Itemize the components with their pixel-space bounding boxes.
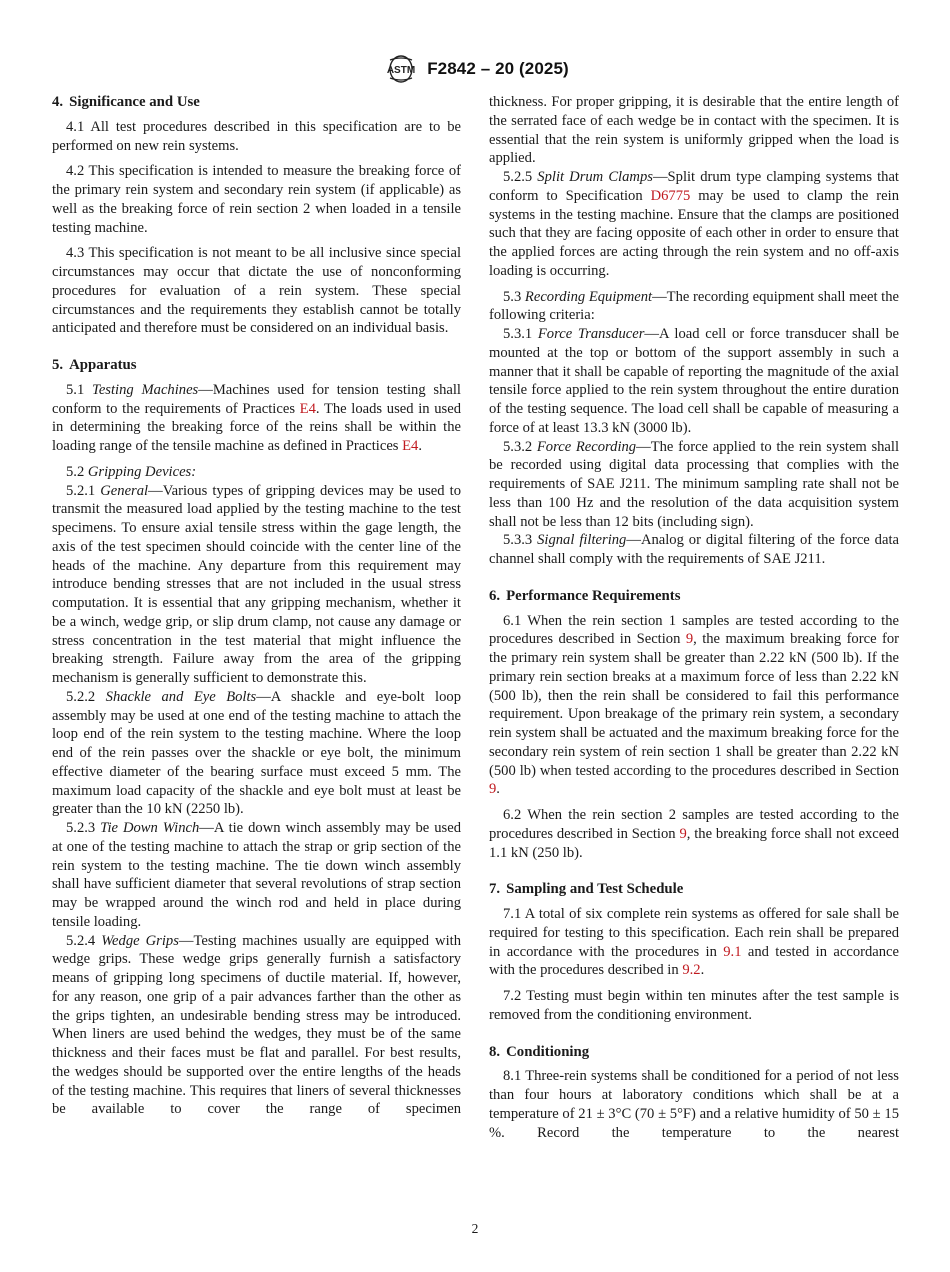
para-text: 6.1 When the rein section 1 samples are tested according to the procedures described in Section	[489, 612, 899, 648]
section-heading-6	[489, 587, 899, 606]
para-text: —Testing machines usually are equipped with wedge grips. These wedge grips generally furnish a satisfactory means of gripping long specimens of ductile material. If, however, for any reason, one grip of a pair advances farther than the other as the grips tighten, an undesirable bending stress may be introduced. When liners are used behind the wedges, they must be of the same thickness and their faces must be flat and parallel. For best results, the wedges should be supported over the entire lengths of the heads of the testing machine. This requires that liners of several thicknesses be available to cover the range of specimen	[52, 932, 461, 1118]
section-title: Significance and Use	[69, 94, 200, 110]
section-number: 4.	[52, 94, 64, 110]
para-term: Tie Down Winch	[100, 820, 200, 836]
para-text: .	[418, 438, 422, 454]
para-number: 5.3.2	[503, 438, 537, 455]
document-header	[0, 52, 950, 86]
paragraph-6-2	[489, 806, 899, 862]
astm-logo-icon	[381, 54, 421, 84]
para-text: —The recording equipment shall meet the following criteria:	[489, 288, 899, 324]
para-text: .	[700, 962, 705, 979]
para-number: 5.2.3	[66, 820, 101, 836]
section-title: Sampling and Test Schedule	[506, 881, 684, 898]
section-number: 7.	[489, 881, 501, 898]
para-term: Shackle and Eye Bolts	[105, 688, 257, 705]
paragraph-5-2-5	[489, 168, 899, 281]
paragraph-5-3-1	[489, 325, 899, 438]
paragraph-5-2-4	[52, 932, 461, 1120]
reference-link-section-9[interactable]: 9	[685, 631, 694, 648]
para-number: 5.3	[503, 288, 525, 305]
paragraph-6-1	[489, 612, 899, 800]
paragraph-5-3-3	[489, 531, 899, 569]
para-text: , the maximum breaking force for the primary rein system shall be greater than 2.22 kN (500 lb). If the primary rein section breaks at a maximum force of less than 2.22 kN (500 lb), then the rein shall be considered to fail this performance requirement. Upon breakage of the primary rein system, a secondary rein system shall be actuated and the maximum breaking force for the secondary rein system of rein section 1 shall be greater than 2.22 kN (500 lb) when tested according to the procedures described in Section	[489, 631, 899, 779]
section-heading-4	[52, 93, 461, 112]
reference-link-d6775[interactable]: D6775	[650, 187, 691, 204]
section-heading-8	[489, 1043, 899, 1062]
section-title: Apparatus	[69, 357, 137, 373]
reference-link-e4[interactable]: E4	[299, 400, 316, 417]
para-text: and tested in accordance with the procedures described in	[489, 943, 899, 979]
para-term: Force Recording	[536, 438, 637, 455]
right-column	[489, 93, 899, 1142]
para-number: 5.1	[66, 381, 93, 398]
paragraph-5-3	[489, 288, 899, 326]
para-number: 5.2.5	[503, 169, 538, 185]
para-number: 5.3.3	[503, 532, 538, 549]
reference-link-9-2[interactable]: 9.2	[682, 962, 701, 979]
document-designation: F2842 – 20 (2025)	[427, 59, 569, 78]
para-number: 5.3.1	[503, 326, 538, 342]
paragraph-5-2-4-continued: thickness. For proper gripping, it is desirable that the entire length of the serrated face of each wedge be in contact with the specimen. It is essential that the rein system is uniformly gripped when the load is applied.	[489, 94, 899, 167]
para-text: —A shackle and eye-bolt loop assembly may be used at one end of the testing machine to attach the loop end of the rein system to the testing machine. Where the loop end of the rein passes over the shackle or eye bolt, the minimum effective diameter of the bearing surface must exceed 5 mm. The maximum load capacity of the shackle and eye bolt must at least be greater than the 10 kN (2250 lb).	[52, 688, 461, 818]
paragraph-5-2-3	[52, 819, 461, 932]
para-term: Signal filtering	[537, 532, 627, 549]
para-number: 5.2.1	[66, 482, 101, 499]
para-number: 5.2.2	[66, 688, 106, 705]
para-text: , the breaking force shall not exceed 1.1 kN (250 lb).	[489, 825, 899, 861]
section-heading-7	[489, 880, 899, 899]
reference-link-e4[interactable]: E4	[402, 438, 419, 454]
paragraph-8-1: 8.1 Three-rein systems shall be conditioned for a period of not less than four hours at laboratory conditions which shall be at a temperature of 21 ± 3°C (70 ± 5°F) and a relative humidity of 50 ± 15 %. Record the temperature to the nearest	[489, 1068, 899, 1141]
para-number: 5.2	[66, 463, 88, 480]
section-heading-5	[52, 356, 461, 375]
paragraph-5-2	[52, 463, 461, 482]
para-term: Force Transducer	[537, 326, 645, 342]
para-text: —Analog or digital filtering of the force data channel shall comply with the requirements of SAE J211.	[489, 532, 899, 567]
paragraph-4-3: 4.3 This specification is not meant to be all inclusive since special circumstances may occur that dictate the use of nonconforming procedures for evaluation of a rein system. These special circumstances and the requirements they establish cannot be totally anticipated and therefore must be considered on an individual basis.	[52, 245, 461, 337]
reference-link-section-9[interactable]: 9	[679, 825, 687, 842]
para-term: Wedge Grips	[101, 932, 179, 949]
para-term: Testing Machines	[92, 381, 199, 398]
para-text: —Split drum type clamping systems that conform to Specification	[489, 169, 899, 204]
paragraph-7-1	[489, 905, 899, 980]
left-column	[52, 93, 461, 1119]
paragraph-5-3-2	[489, 438, 899, 532]
para-text: may be used to clamp the rein systems in the testing machine. Ensure that the clamps are positioned such that they are facing opposite of each other in order to ensure that the applied forces are acting through the rein system and no off-axis loading is occurring.	[489, 187, 899, 279]
para-term: Gripping Devices:	[87, 463, 197, 480]
para-text: —A tie down winch assembly may be used at one of the testing machine to attach the strap or grip section of the rein system to the testing machine. The tie down winch assembly shall have sufficient diameter that several revolutions of strap section may be wrapped around the winch rod and held in place during tensile loading.	[52, 820, 462, 930]
para-text: —Machines used for tension testing shall conform to the requirements of Practices	[52, 381, 461, 417]
para-text: —The force applied to the rein system shall be recorded using digital data processing that complies with the requirements of SAE J211. The minimum sampling rate shall not be less than 100 Hz and the resolution of the data acquisition system shall not be less than 12 bits (including sign).	[489, 438, 900, 530]
paragraph-5-2-1	[52, 482, 461, 688]
page-number: 2	[471, 1221, 479, 1236]
paragraph-4-1: 4.1 All test procedures described in this specification are to be performed on new rein systems.	[52, 118, 461, 154]
svg-text:ASTM: ASTM	[387, 65, 416, 76]
reference-link-9-1[interactable]: 9.1	[723, 943, 742, 960]
para-text: 6.2 When the rein section 2 samples are tested according to the procedures described in Section	[489, 807, 899, 842]
paragraph-4-2: 4.2 This specification is intended to measure the breaking force of the primary rein system and secondary rein system (if applicable) as well as the breaking force of rein section 2 when loaded in a tensile testing machine.	[52, 163, 461, 236]
para-term: General	[100, 482, 149, 499]
paragraph-5-1	[52, 381, 461, 456]
para-text: 7.1 A total of six complete rein systems as offered for sale shall be required for testing to this specification. Each rein shall be prepared in accordance with the procedures in	[489, 906, 899, 960]
section-number: 8.	[489, 1043, 501, 1060]
section-number: 6.	[489, 587, 501, 604]
para-term: Split Drum Clamps	[537, 169, 653, 185]
section-title: Performance Requirements	[506, 587, 681, 604]
para-term: Recording Equipment	[524, 288, 653, 305]
section-number: 5.	[52, 357, 64, 373]
para-text: .	[496, 781, 500, 798]
paragraph-5-2-2	[52, 688, 461, 819]
para-number: 5.2.4	[66, 932, 102, 949]
reference-link-section-9[interactable]: 9	[489, 781, 497, 798]
para-text: —A load cell or force transducer shall be mounted at the top or bottom of the support assembly in such a manner that it shall be capable of reporting the magnitude of the axial tensile force applied to the rein system throughout the entire duration of the testing sequence. The load cell shall be capable of measuring a force of at least 13.3 kN (3000 lb).	[489, 326, 899, 436]
para-text: . The loads used in used in determining the breaking force of the reins shall be within the loading range of the tensile machine as defined in Practices	[52, 400, 461, 454]
paragraph-7-2: 7.2 Testing must begin within ten minutes after the test sample is removed from the conditioning environment.	[489, 988, 899, 1023]
para-text: —Various types of gripping devices may be used to transmit the measured load applied by the testing machine to the test specimens. To ensure axial tensile stress within the gage length, the axis of the test specimen should coincide with the center line of the heads of the machine. Any departure from this requirement may introduce bending stresses that are not included in the usual stress computation. It is essential that any gripping mechanism, whether it be a winch, wedge grip, or slip drum clamp, not cause any damage or stress concentration in the test material that might influence the breaking strength. Failure away from the area of the gripping mechanism is generally sufficient to demonstrate this.	[52, 482, 461, 686]
section-title: Conditioning	[506, 1043, 590, 1060]
